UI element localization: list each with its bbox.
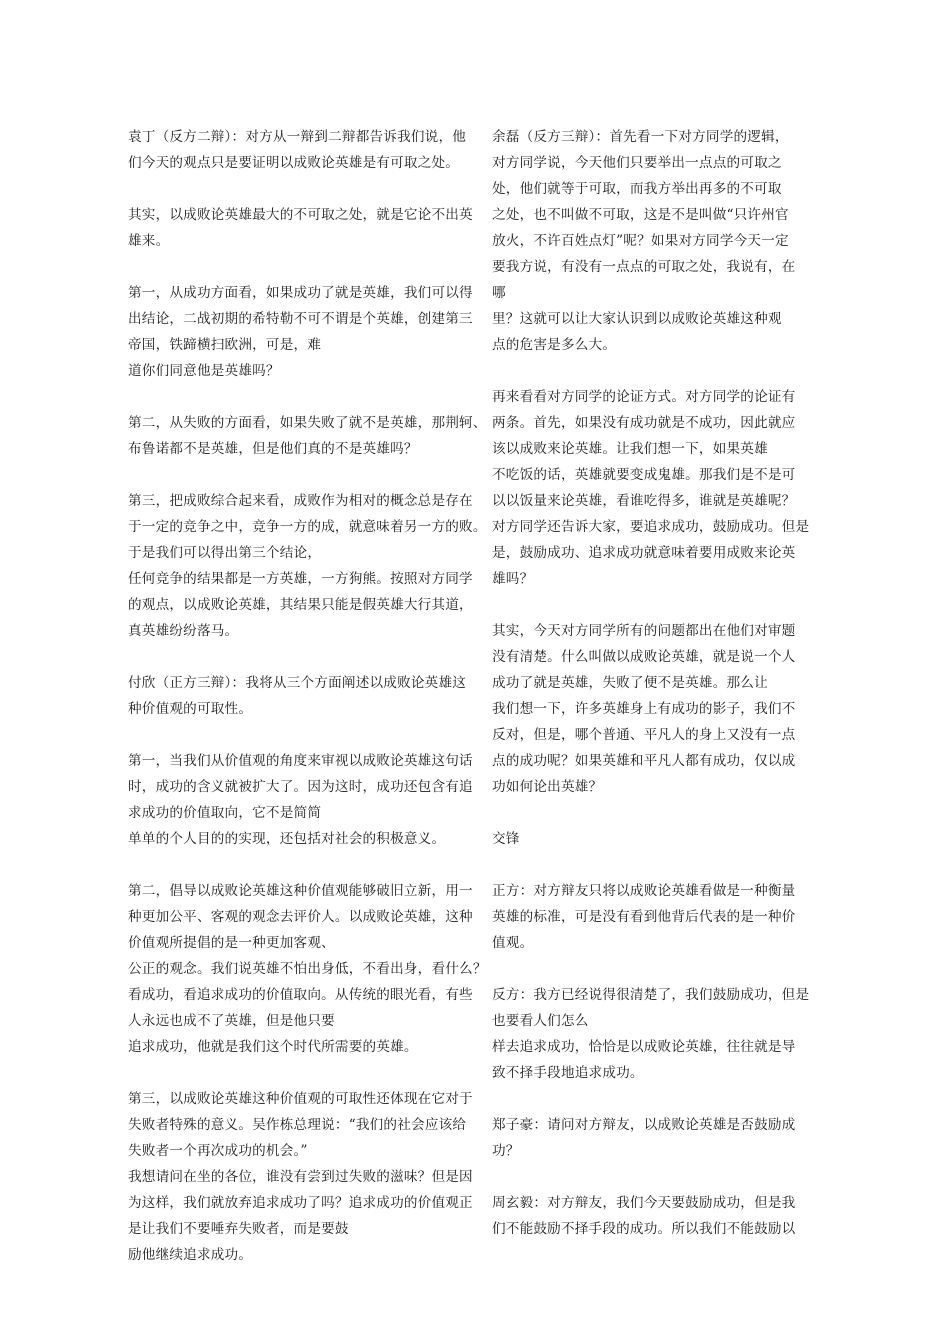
text-line: 是让我们不要唾弃失败者，而是要鼓 [128,1221,349,1237]
text-line: 哪 [492,285,506,301]
text-line: 时，成功的含义就被扩大了。因为这时，成功还包含有追 [128,779,473,795]
text-line: 郑子豪：请问对方辩友，以成败论英雄是否鼓励成 [492,1117,796,1133]
text-line: 没有清楚。什么叫做以成败论英雄，就是说一个人 [492,649,796,665]
text-line: 英雄的标准，可是没有看到他背后代表的是一种价 [492,909,796,925]
text-line: 付欣（正方三辩）：我将从三个方面阐述以成败论英雄这 [128,675,467,691]
text-line: 成功了就是英雄，失败了便不是英雄。那么让 [492,675,768,691]
paragraph-gap [128,384,483,410]
paragraph-gap [492,1164,810,1190]
text-line: 要我方说，有没有一点点的可取之处，我说有，在 [492,259,796,275]
text-line: 第一，从成功方面看，如果成功了就是英雄，我们可以得 [128,285,473,301]
paragraph-gap [492,592,810,618]
paragraph [492,826,810,852]
text-line: 布鲁诺都不是英雄，但是他们真的不是英雄吗？ [128,441,418,457]
text-line: 真英雄纷纷落马。 [128,623,239,639]
text-line: 我想请问在坐的各位，谁没有尝到过失败的滋味？但是因 [128,1169,473,1185]
text-line: 点的危害是多么大。 [492,337,617,353]
text-line: 对方同学还告诉大家，要追求成功，鼓励成功。但是 [492,519,810,535]
text-line: 余磊（反方三辩）：首先看一下对方同学的逻辑， [492,129,789,145]
right-column [492,124,810,1242]
text-line: 里？这就可以让大家认识到以成败论英雄这种观 [492,311,782,327]
paragraph [128,202,483,254]
text-line: 是，鼓励成功、追求成功就意味着要用成败来论英 [492,545,796,561]
paragraph [128,878,487,1060]
paragraph-gap [128,722,483,748]
text-line: 公正的观念。我们说英雄不怕出身低，不看出身，看什么？ [128,961,487,977]
paragraph [128,670,483,722]
text-line: 励他继续追求成功。 [128,1247,253,1263]
paragraph-gap [128,852,483,878]
text-line: 交锋 [492,831,520,847]
text-line: 雄来。 [128,233,170,249]
text-line: 点的成功呢？如果英雄和平凡人都有成功，仅以成 [492,753,796,769]
text-line: 雄吗？ [492,571,534,587]
text-line: 反方：我方已经说得很清楚了，我们鼓励成功，但是 [492,987,810,1003]
text-line: 反对，但是，哪个普通、平凡人的身上又没有一点 [492,727,796,743]
text-line: 于一定的竞争之中，竞争一方的成，就意味着另一方的败。 [128,519,487,535]
text-line: 道你们同意他是英雄吗？ [128,363,280,379]
paragraph [128,488,487,644]
text-line: 其实，今天对方同学所有的问题都出在他们对审题 [492,623,796,639]
text-line: 任何竞争的结果都是一方英雄，一方狗熊。按照对方同学 [128,571,473,587]
paragraph [492,124,810,358]
text-line: 追求成功，他就是我们这个时代所需要的英雄。 [128,1039,418,1055]
text-line: 正方：对方辩友只将以成败论英雄看做是一种衡量 [492,883,796,899]
text-line: 为这样，我们就放弃追求成功了吗？追求成功的价值观正 [128,1195,473,1211]
paragraph [492,384,810,592]
paragraph-gap [128,1060,483,1086]
text-line: 种更加公平、客观的观念去评价人。以成败论英雄，这种 [128,909,473,925]
paragraph-gap [492,956,810,982]
text-line: 种价值观的可取性。 [128,701,253,717]
text-line: 再来看看对方同学的论证方式。对方同学的论证有 [492,389,796,405]
paragraph [492,1112,810,1164]
text-line: 功？ [492,1143,520,1159]
text-line: 第二，从失败的方面看，如果失败了就不是英雄，那荆轲、 [128,415,487,431]
text-line: 看成功，看追求成功的价值取向。从传统的眼光看，有些 [128,987,473,1003]
paragraph-gap [492,852,810,878]
text-line: 样去追求成功，恰恰是以成败论英雄，往往就是导 [492,1039,796,1055]
text-line: 求成功的价值取向，它不是简简 [128,805,322,821]
text-line: 第三，以成败论英雄这种价值观的可取性还体现在它对于 [128,1091,473,1107]
text-line: 致不择手段地追求成功。 [492,1065,644,1081]
text-line: 该以成败来论英雄。让我们想一下，如果英雄 [492,441,768,457]
text-line: 帝国，铁蹄横扫欧洲，可是，难 [128,337,322,353]
paragraph [128,280,483,384]
paragraph-gap [128,254,483,280]
text-line: 以以饭量来论英雄，看谁吃得多，谁就是英雄呢？ [492,493,796,509]
left-column [128,124,487,1268]
paragraph [128,748,483,852]
text-line: 处，他们就等于可取，而我方举出再多的不可取 [492,181,782,197]
paragraph [492,618,810,800]
paragraph [128,410,487,462]
paragraph [128,124,483,176]
text-line: 也要看人们怎么 [492,1013,589,1029]
text-line: 们今天的观点只是要证明以成败论英雄是有可取之处。 [128,155,460,171]
text-line: 们不能鼓励不择手段的成功。所以我们不能鼓励以 [492,1221,796,1237]
paragraph [492,878,810,956]
text-line: 出结论，二战初期的希特勒不可不谓是个英雄，创建第三 [128,311,473,327]
text-line: 两条。首先，如果没有成功就是不成功，因此就应 [492,415,796,431]
text-line: 放火，不许百姓点灯”呢？如果对方同学今天一定 [492,233,789,249]
paragraph [128,1086,483,1268]
text-line: 失败者一个再次成功的机会。” [128,1143,308,1159]
text-line: 人永远也成不了英雄，但是他只要 [128,1013,335,1029]
paragraph-gap [492,800,810,826]
text-line: 失败者特殊的意义。吴作栋总理说：“我们的社会应该给 [128,1117,467,1133]
paragraph [492,1190,810,1242]
paragraph-gap [128,462,483,488]
paragraph-gap [128,644,483,670]
text-line: 于是我们可以得出第三个结论， [128,545,322,561]
text-line: 的观点，以成败论英雄，其结果只能是假英雄大行其道， [128,597,473,613]
text-line: 之处，也不叫做不可取，这是不是叫做“只许州官 [492,207,789,223]
text-line: 对方同学说，今天他们只要举出一点点的可取之 [492,155,782,171]
text-line: 袁丁（反方二辩）：对方从一辩到二辩都告诉我们说，他 [128,129,467,145]
text-line: 值观。 [492,935,534,951]
text-line: 其实，以成败论英雄最大的不可取之处，就是它论不出英 [128,207,473,223]
paragraph [492,982,810,1086]
text-line: 单单的个人目的的实现，还包括对社会的积极意义。 [128,831,446,847]
paragraph-gap [492,1086,810,1112]
text-line: 周玄毅：对方辩友，我们今天要鼓励成功，但是我 [492,1195,796,1211]
paragraph-gap [492,358,810,384]
paragraph-gap [128,176,483,202]
text-line: 第二，倡导以成败论英雄这种价值观能够破旧立新，用一 [128,883,473,899]
text-line: 第三，把成败综合起来看，成败作为相对的概念总是存在 [128,493,473,509]
text-line: 我们想一下，许多英雄身上有成功的影子，我们不 [492,701,796,717]
text-line: 价值观所提倡的是一种更加客观、 [128,935,335,951]
text-line: 不吃饭的话，英雄就要变成鬼雄。那我们是不是可 [492,467,796,483]
text-line: 功如何论出英雄？ [492,779,603,795]
text-line: 第一，当我们从价值观的角度来审视以成败论英雄这句话 [128,753,473,769]
